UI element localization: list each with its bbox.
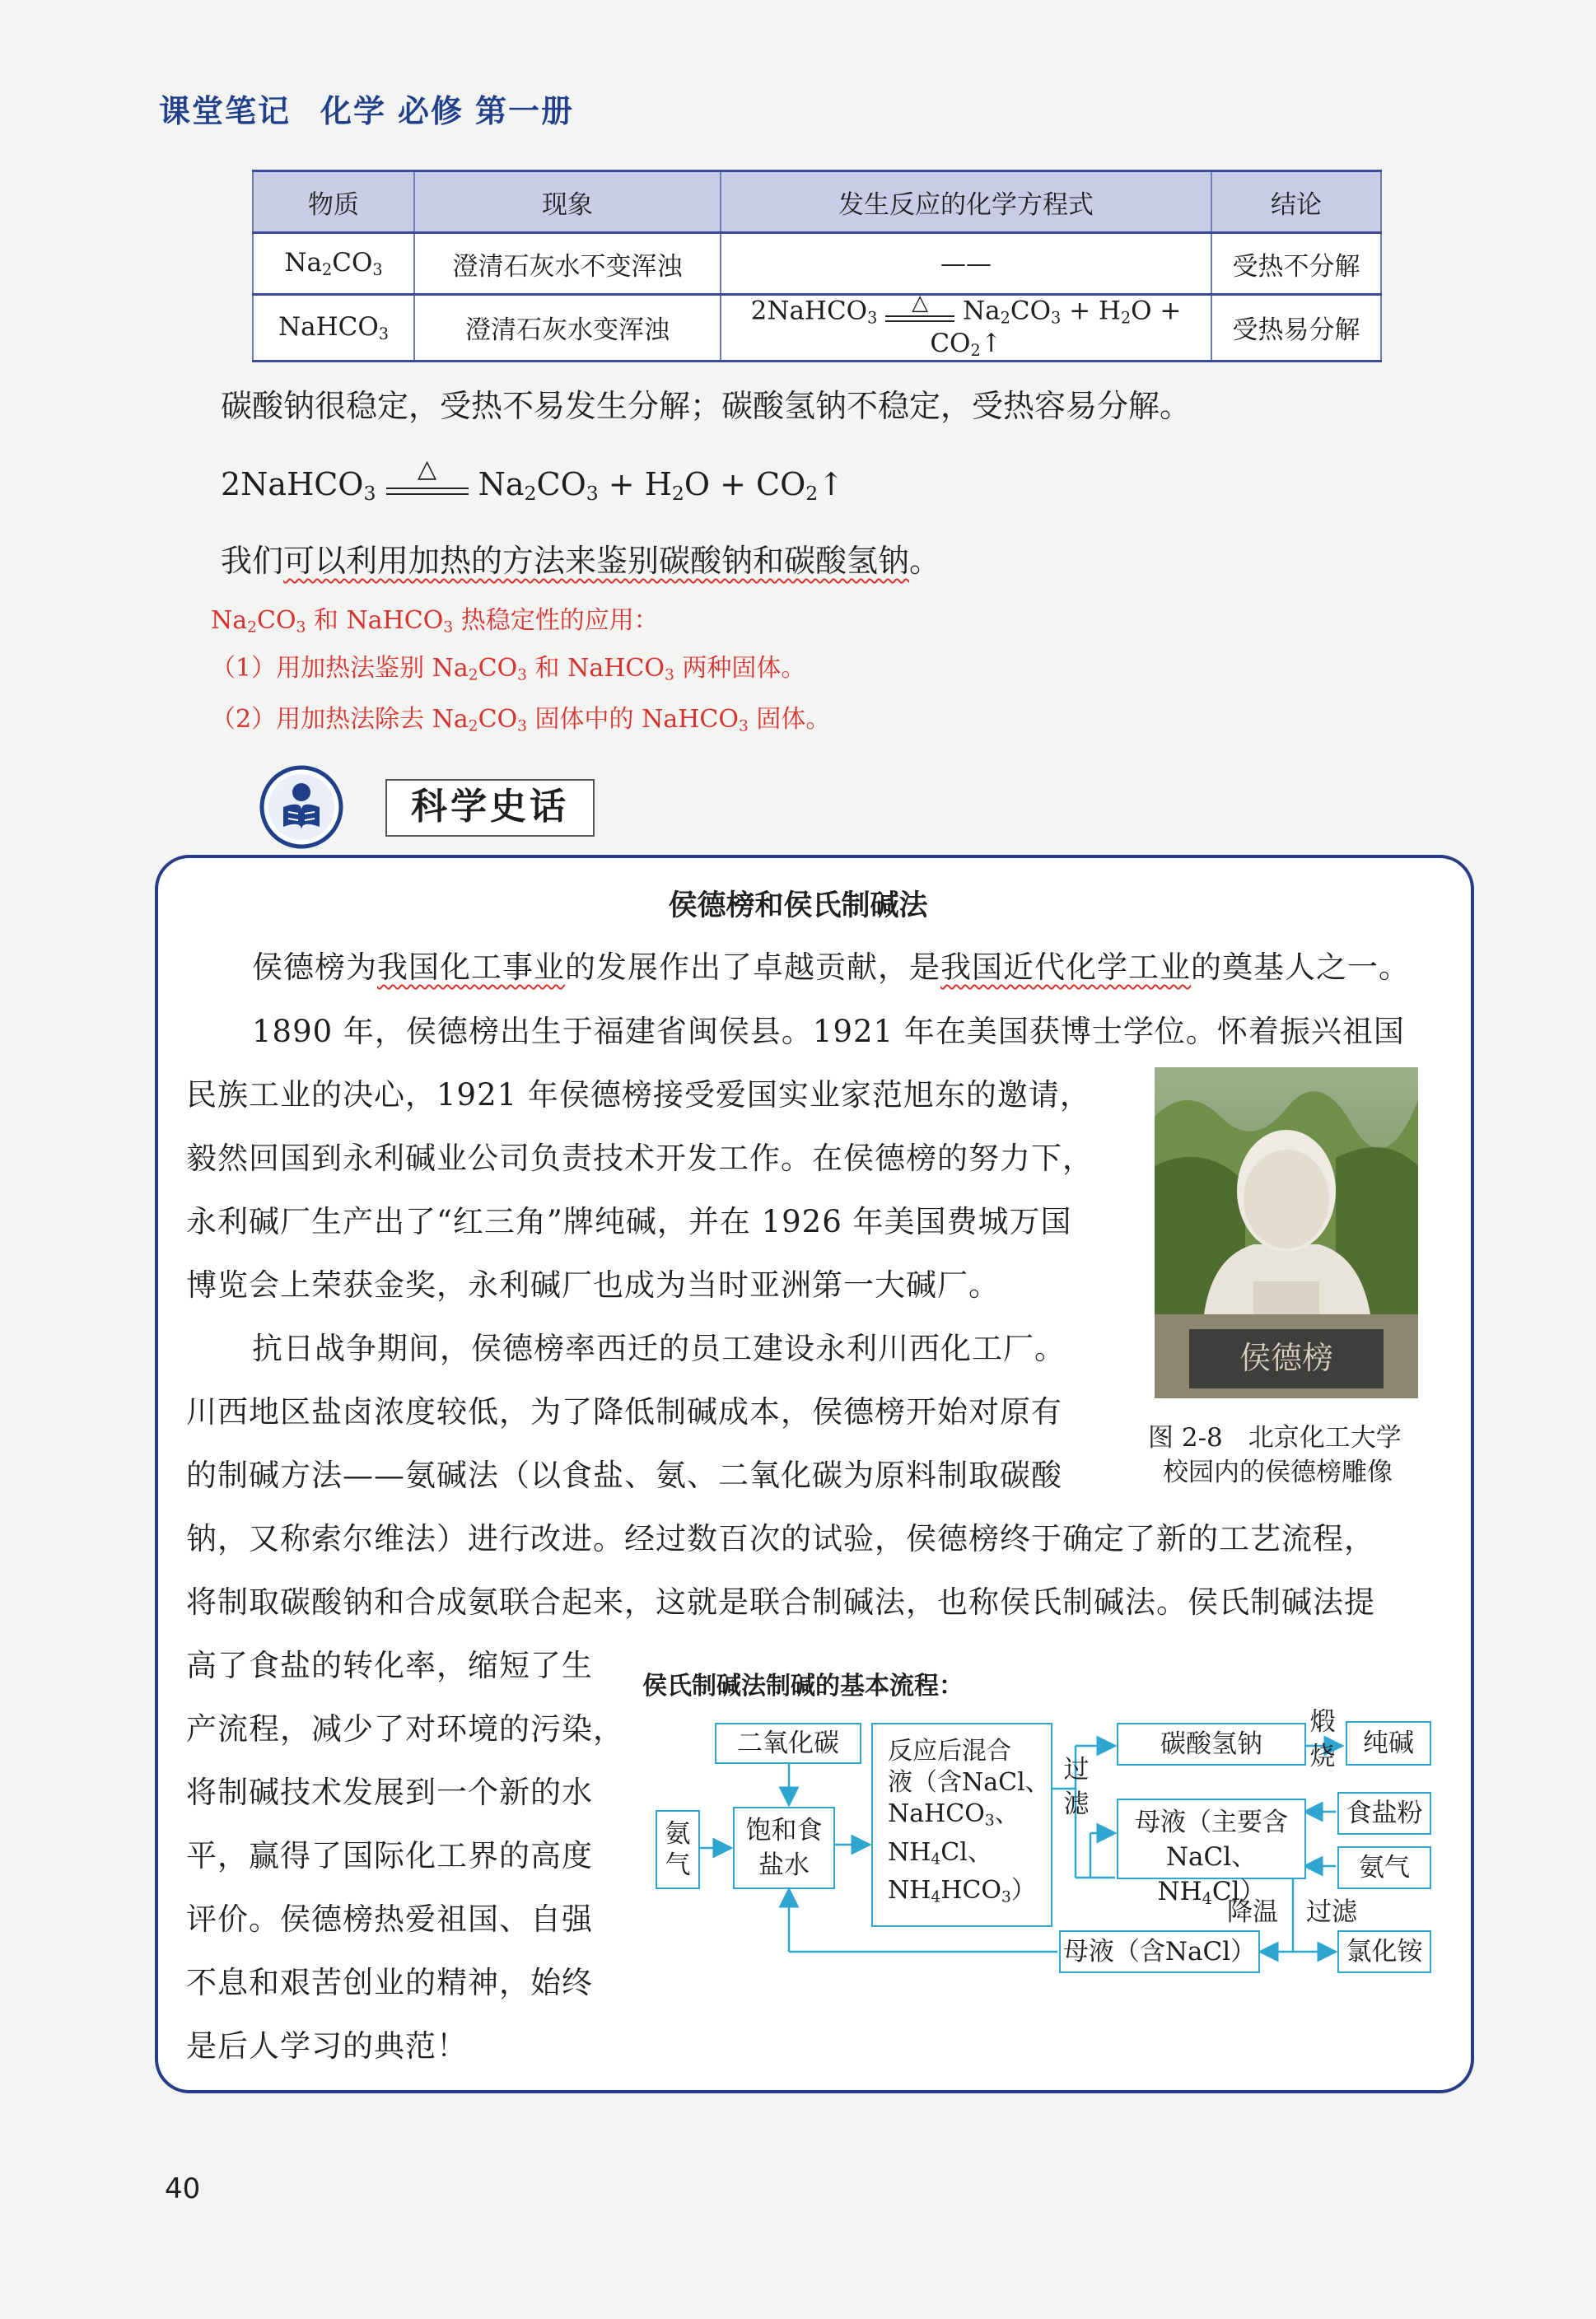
flow-node-mother-liquor-1: 母液（主要含 NaCl、$NH_4Cl$） xyxy=(1117,1799,1306,1879)
story-line: 平，赢得了国际化工界的高度 xyxy=(186,1838,593,1873)
application-title: $Na_2CO_3$ 和 NaHCO$_3$ 热稳定性的应用： xyxy=(211,606,659,637)
header-volume: 第一册 xyxy=(475,93,575,129)
cell-substance: NaHCO$_3$ xyxy=(253,295,414,362)
flow-node-brine-label: 饱和食盐水 xyxy=(745,1816,823,1880)
story-line: 抗日战争期间，侯德榜率西迁的员工建设永利川西化工厂。 xyxy=(252,1331,1066,1366)
photo-caption-line-2: 校园内的侯德榜雕像 xyxy=(1163,1458,1393,1487)
story-line: 将制取碳酸钠和合成氨联合起来，这就是联合制碱法，也称侯氏制碱法。侯氏制碱法提 xyxy=(186,1584,1375,1620)
flow-node-mother-liquor-2: 母液（含NaCl） xyxy=(1059,1930,1260,1973)
story-line: 钠，又称索尔维法）进行改进。经过数百次的试验，侯德榜终于确定了新的工艺流程， xyxy=(186,1521,1375,1556)
header-book: 课堂笔记 xyxy=(159,93,292,129)
col-header-phenomenon: 现象 xyxy=(414,171,721,233)
flow-node-ammonium-chloride: 氯化铵 xyxy=(1337,1930,1431,1973)
story-paragraph-1: 侯德榜为我国化工事业的发展作出了卓越贡献，是我国近代化学工业的奠基人之一。 xyxy=(252,950,1410,985)
cell-substance: $Na_2CO_3$ xyxy=(253,233,414,295)
flow-node-nahco3: 碳酸氢钠 xyxy=(1117,1723,1306,1766)
story-line: 1890 年，侯德榜出生于福建省闽侯县。1921 年在美国获博士学位。怀着振兴祖国 xyxy=(252,1014,1405,1049)
col-header-equation: 发生反应的化学方程式 xyxy=(721,171,1211,233)
flow-label-calcine-text: 煅烧 xyxy=(1309,1707,1336,1771)
stability-note: 碳酸钠很稳定，受热不易发生分解；碳酸氢钠不稳定，受热容易分解。 xyxy=(221,388,1192,424)
story-line: 将制碱技术发展到一个新的水 xyxy=(186,1775,593,1810)
reader-icon xyxy=(259,764,344,850)
flow-label-cool: 降温 xyxy=(1227,1897,1278,1927)
page-number: 40 xyxy=(165,2172,201,2205)
application-item-2: （2）用加热法除去 $Na_2CO_3$ 固体中的 NaHCO$_3$ 固体。 xyxy=(211,705,831,735)
cell-conclusion: 受热易分解 xyxy=(1211,295,1381,362)
application-item-1: （1）用加热法鉴别 $Na_2CO_3$ 和 NaHCO$_3$ 两种固体。 xyxy=(211,654,806,684)
flow-node-ammonia-2: 氨气 xyxy=(1337,1846,1431,1889)
story-line: 博览会上荣获金奖，永利碱厂也成为当时亚洲第一大碱厂。 xyxy=(186,1267,1000,1303)
cell-phenomenon: 澄清石灰水不变浑浊 xyxy=(414,233,721,295)
story-line: 评价。侯德榜热爱祖国、自强 xyxy=(186,1901,593,1937)
flow-node-co2: 二氧化碳 xyxy=(715,1723,861,1764)
section-title: 科学史话 xyxy=(385,779,595,837)
photo-caption-line-1: 图 2-8 北京化工大学 xyxy=(1148,1423,1402,1453)
header-level: 必修 xyxy=(398,93,464,129)
flow-node-ammonia xyxy=(656,1810,700,1889)
story-line: 产流程，减少了对环境的污染， xyxy=(186,1711,624,1747)
story-line: 是后人学习的典范！ xyxy=(186,2028,468,2064)
flow-label-calcine xyxy=(1308,1705,1337,1774)
table-row xyxy=(253,295,1381,362)
story-line: 民族工业的决心，1921 年侯德榜接受爱国实业家范旭东的邀请， xyxy=(186,1077,1091,1113)
cell-equation: 2NaHCO$_3$ △ $Na_2CO_3 + H_2O$ + $CO_2↑$ xyxy=(721,295,1211,362)
story-line: 不息和艰苦创业的精神，始终 xyxy=(186,1965,593,2000)
flow-node-salt-powder: 食盐粉 xyxy=(1337,1792,1431,1835)
statue-plaque-text: 侯德榜 xyxy=(1239,1340,1334,1376)
decomposition-equation: 2NaHCO$_3$ △ $Na_2CO_3 + H_2O$ + $CO_2↑$ xyxy=(221,454,845,505)
story-line: 永利碱厂生产出了“红三角”牌纯碱，并在 1926 年美国费城万国 xyxy=(186,1204,1072,1239)
col-header-conclusion: 结论 xyxy=(1211,171,1381,233)
col-header-substance: 物质 xyxy=(253,171,414,233)
flow-title: 侯氏制碱法制碱的基本流程： xyxy=(642,1672,964,1701)
experiment-table xyxy=(252,170,1382,362)
story-title: 侯德榜和侯氏制碱法 xyxy=(668,889,928,922)
story-line: 高了食盐的转化率，缩短了生 xyxy=(186,1648,593,1683)
table-row xyxy=(253,233,1381,295)
flow-node-soda: 纯碱 xyxy=(1346,1721,1431,1766)
flow-label-filter-1-text: 过滤 xyxy=(1063,1755,1090,1819)
story-line: 的制碱方法——氨碱法（以食盐、氨、二氧化碳为原料制取碳酸 xyxy=(186,1458,1062,1493)
flow-label-filter-2: 过滤 xyxy=(1306,1897,1357,1927)
flow-node-ammonia-label: 氨气 xyxy=(665,1819,691,1880)
flow-label-filter-1 xyxy=(1062,1752,1090,1822)
cell-conclusion: 受热不分解 xyxy=(1211,233,1381,295)
running-header xyxy=(159,86,604,131)
story-line: 川西地区盐卤浓度较低，为了降低制碱成本，侯德榜开始对原有 xyxy=(186,1394,1062,1430)
cell-phenomenon: 澄清石灰水变浑浊 xyxy=(414,295,721,362)
statue-photo xyxy=(1155,1067,1418,1398)
header-subject: 化学 xyxy=(320,93,387,129)
flow-node-brine xyxy=(733,1807,835,1889)
flow-node-mixture: 反应后混合 液（含NaCl、 NaHCO$_3$、 $NH_4Cl$、 $NH_4HCO_3$） xyxy=(871,1723,1052,1927)
identify-note: 我们可以利用加热的方法来鉴别碳酸钠和碳酸氢钠。 xyxy=(221,543,941,579)
cell-equation: —— xyxy=(721,233,1211,295)
story-line: 毅然回国到永利碱业公司负责技术开发工作。在侯德榜的努力下， xyxy=(186,1141,1094,1176)
